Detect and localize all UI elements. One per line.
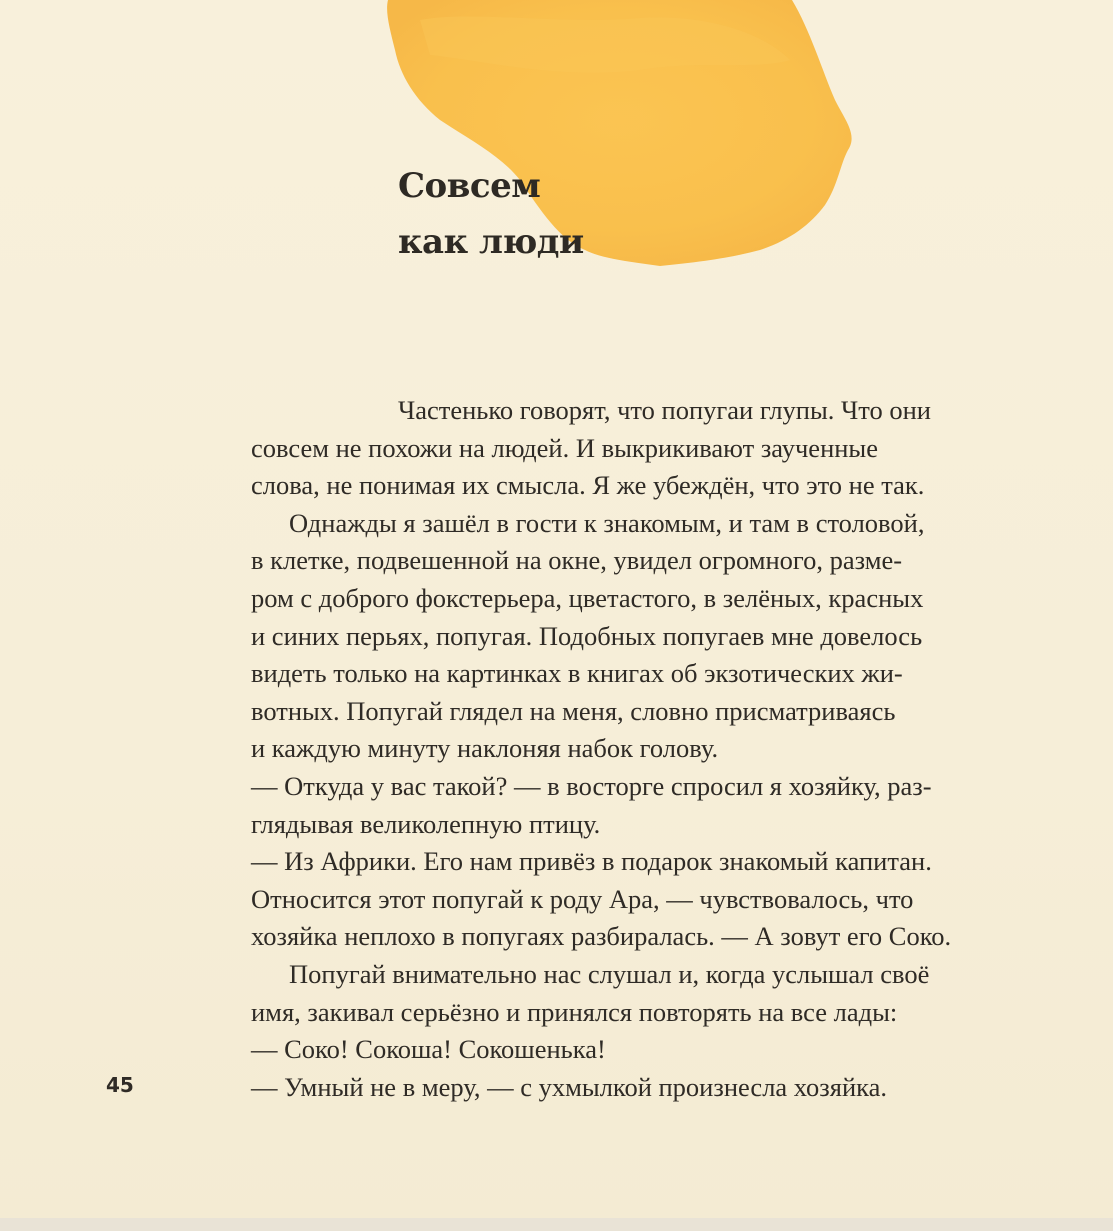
- chapter-title-line-2: как люди: [398, 222, 584, 262]
- text-line: вотных. Попугай глядел на меня, словно присматриваясь: [251, 695, 896, 726]
- text-line: Однажды я зашёл в гости к знакомым, и там в столовой,: [289, 507, 925, 538]
- page-number: 45: [106, 1073, 134, 1097]
- text-line: совсем не похожи на людей. И выкрикивают заученные: [251, 432, 878, 463]
- text-line: — Из Африки. Его нам привёз в подарок знакомый капитан.: [251, 846, 932, 877]
- chapter-title-line-1: Совсем: [398, 166, 541, 206]
- text-line: ром с доброго фокстерьера, цветастого, в зелёных, красных: [251, 582, 924, 613]
- story-body: [251, 392, 1069, 1106]
- text-line: и каждую минуту наклоняя набок голову.: [251, 733, 719, 764]
- text-line: хозяйка неплохо в попугаях разбиралась. — А зовут его Соко.: [251, 921, 952, 952]
- text-line: глядывая великолепную птицу.: [251, 808, 601, 839]
- text-line: имя, закивал серьёзно и принялся повторять на все лады:: [251, 996, 898, 1027]
- text-line: видеть только на картинках в книгах об экзотических жи-: [251, 658, 903, 689]
- text-line: и синих перьях, попугая. Подобных попугаев мне довелось: [251, 620, 923, 651]
- text-line: Относится этот попугай к роду Ара, — чувствовалось, что: [251, 883, 914, 914]
- text-line: — Умный не в меру, — с ухмылкой произнесла хозяйка.: [251, 1071, 887, 1102]
- chapter-title: [398, 158, 584, 270]
- text-line: Частенько говорят, что попугаи глупы. Что они: [398, 395, 931, 425]
- page-bottom-edge: [0, 1218, 1113, 1231]
- text-line: Попугай внимательно нас слушал и, когда услышал своё: [289, 958, 930, 989]
- text-line: — Откуда у вас такой? — в восторге спросил я хозяйку, раз-: [251, 770, 932, 801]
- text-line: слова, не понимая их смысла. Я же убеждён, что это не так.: [251, 470, 925, 501]
- text-line: в клетке, подвешенной на окне, увидел огромного, разме-: [251, 545, 903, 576]
- text-line: — Соко! Сокоша! Сокошенька!: [251, 1034, 606, 1065]
